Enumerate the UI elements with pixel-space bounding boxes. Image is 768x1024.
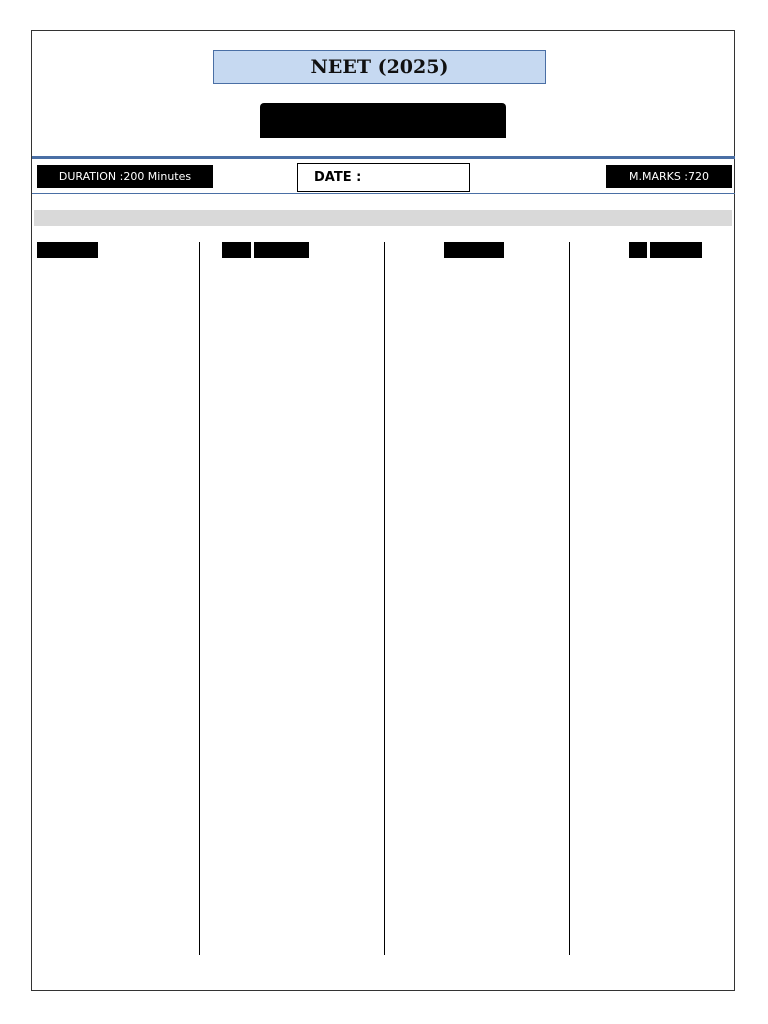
date-field: [297, 163, 470, 192]
duration-label: [37, 165, 213, 188]
header-divider-bottom: [32, 193, 735, 194]
column-divider-3: [569, 242, 570, 955]
column-divider-1: [199, 242, 200, 955]
column-2-heading-redacted-a: [222, 242, 251, 258]
exam-title: [213, 50, 546, 84]
column-divider-2: [384, 242, 385, 955]
column-4-heading-redacted-a: [629, 242, 647, 258]
column-1-heading-redacted: [37, 242, 98, 258]
exam-title-text: NEET (2025): [310, 56, 449, 78]
date-label: DATE :: [314, 170, 362, 185]
max-marks-text: M.MARKS :720: [628, 170, 710, 183]
column-2-heading-redacted-b: [254, 242, 309, 258]
duration-text: DURATION :200 Minutes: [58, 170, 192, 183]
header-divider-top: [32, 156, 735, 159]
column-4-heading-redacted-b: [650, 242, 702, 258]
section-band: [34, 210, 732, 226]
max-marks-label: [606, 165, 732, 188]
redacted-banner: [260, 103, 506, 138]
column-3-heading-redacted: [444, 242, 504, 258]
